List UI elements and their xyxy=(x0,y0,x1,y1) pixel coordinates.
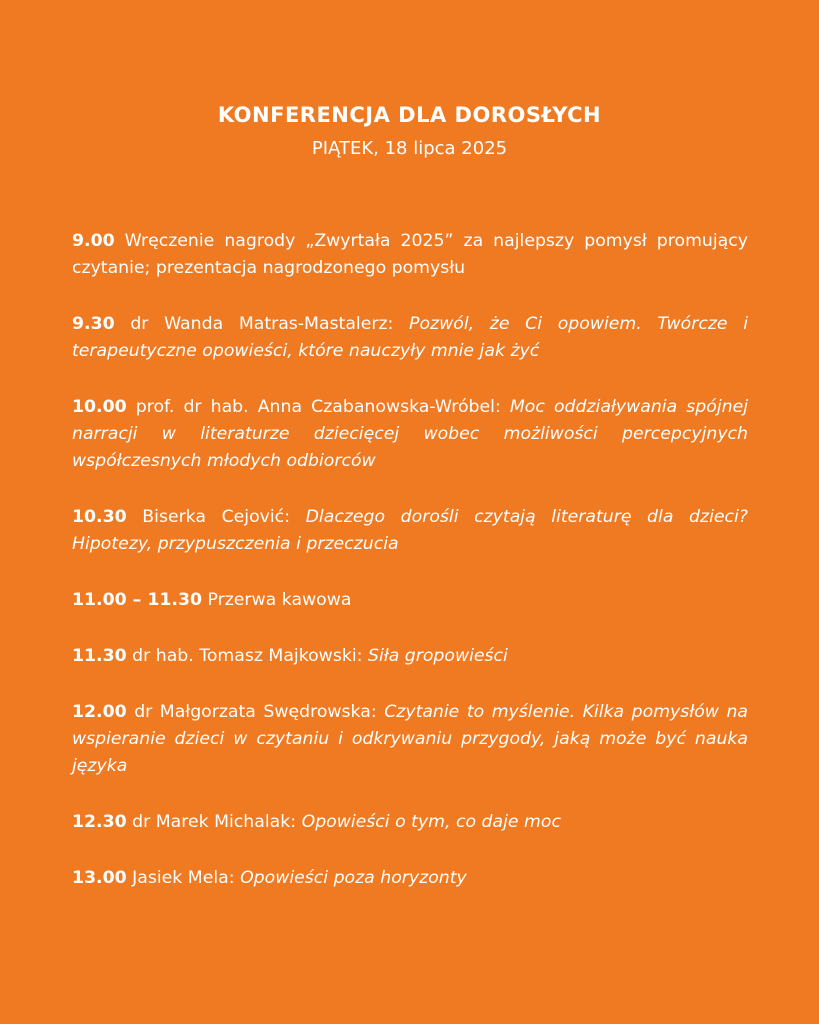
schedule-list xyxy=(72,228,748,921)
item-separator: : xyxy=(284,507,291,527)
item-speaker: Jasiek Mela xyxy=(132,868,229,888)
item-separator: : xyxy=(290,812,297,832)
schedule-item xyxy=(72,587,748,614)
item-time: 13.00 xyxy=(72,868,127,888)
item-separator: : xyxy=(228,868,235,888)
date-subtitle: PIĄTEK, 18 lipca 2025 xyxy=(311,138,508,159)
schedule-item xyxy=(72,643,748,670)
item-separator: : xyxy=(387,314,394,334)
schedule-item xyxy=(72,865,748,892)
item-speaker: Przerwa kawowa xyxy=(207,590,352,610)
item-talk-title: Siła gropowieści xyxy=(367,646,508,666)
item-speaker: Biserka Cejović xyxy=(142,507,285,527)
item-speaker: dr Wanda Matras-Mastalerz xyxy=(130,314,388,334)
header xyxy=(0,100,819,162)
schedule-item xyxy=(72,228,748,282)
item-time: 10.30 xyxy=(72,507,127,527)
item-time: 11.00 – 11.30 xyxy=(72,590,202,610)
item-time: 12.30 xyxy=(72,812,127,832)
item-speaker: dr Marek Michalak xyxy=(132,812,291,832)
schedule-item xyxy=(72,809,748,836)
schedule-item xyxy=(72,394,748,475)
item-speaker: prof. dr hab. Anna Czabanowska-Wróbel xyxy=(135,397,495,417)
item-talk-title: Pozwól, że Ci opowiem. Twórcze i terapeutyczne opowieści, które nauczyły mnie jak żyć xyxy=(72,314,749,361)
item-speaker: dr hab. Tomasz Majkowski xyxy=(132,646,357,666)
schedule-item xyxy=(72,699,748,780)
item-time: 10.00 xyxy=(72,397,127,417)
item-talk-title: Opowieści poza horyzonty xyxy=(240,868,467,888)
item-talk-title: Dlaczego dorośli czytają literaturę dla dzieci? Hipotezy, przypuszczenia i przeczucia xyxy=(72,507,748,554)
item-time: 11.30 xyxy=(72,646,127,666)
page-title: KONFERENCJA DLA DOROSŁYCH xyxy=(217,103,602,127)
item-time: 9.00 xyxy=(72,231,115,251)
item-speaker: dr Małgorzata Swędrowska xyxy=(134,702,371,722)
schedule-item xyxy=(72,504,748,558)
item-separator: : xyxy=(494,397,501,417)
item-speaker: Wręczenie nagrody „Zwyrtała 2025” za najlepszy pomysł promujący czytanie; prezentacja nagrodzonego pomysłu xyxy=(72,231,748,278)
item-separator: : xyxy=(370,702,377,722)
item-separator: : xyxy=(356,646,363,666)
item-talk-title: Czytanie to myślenie. Kilka pomysłów na wspieranie dzieci w czytaniu i odkrywaniu przygody, jaką może być nauka języka xyxy=(72,702,748,776)
item-time: 9.30 xyxy=(72,314,115,334)
schedule-item xyxy=(72,311,748,365)
item-talk-title: Opowieści o tym, co daje moc xyxy=(301,812,561,832)
item-time: 12.00 xyxy=(72,702,127,722)
item-talk-title: Moc oddziaływania spójnej narracji w literaturze dziecięcej wobec możliwości percepcyjnych współczesnych młodych odbiorców xyxy=(72,397,749,471)
